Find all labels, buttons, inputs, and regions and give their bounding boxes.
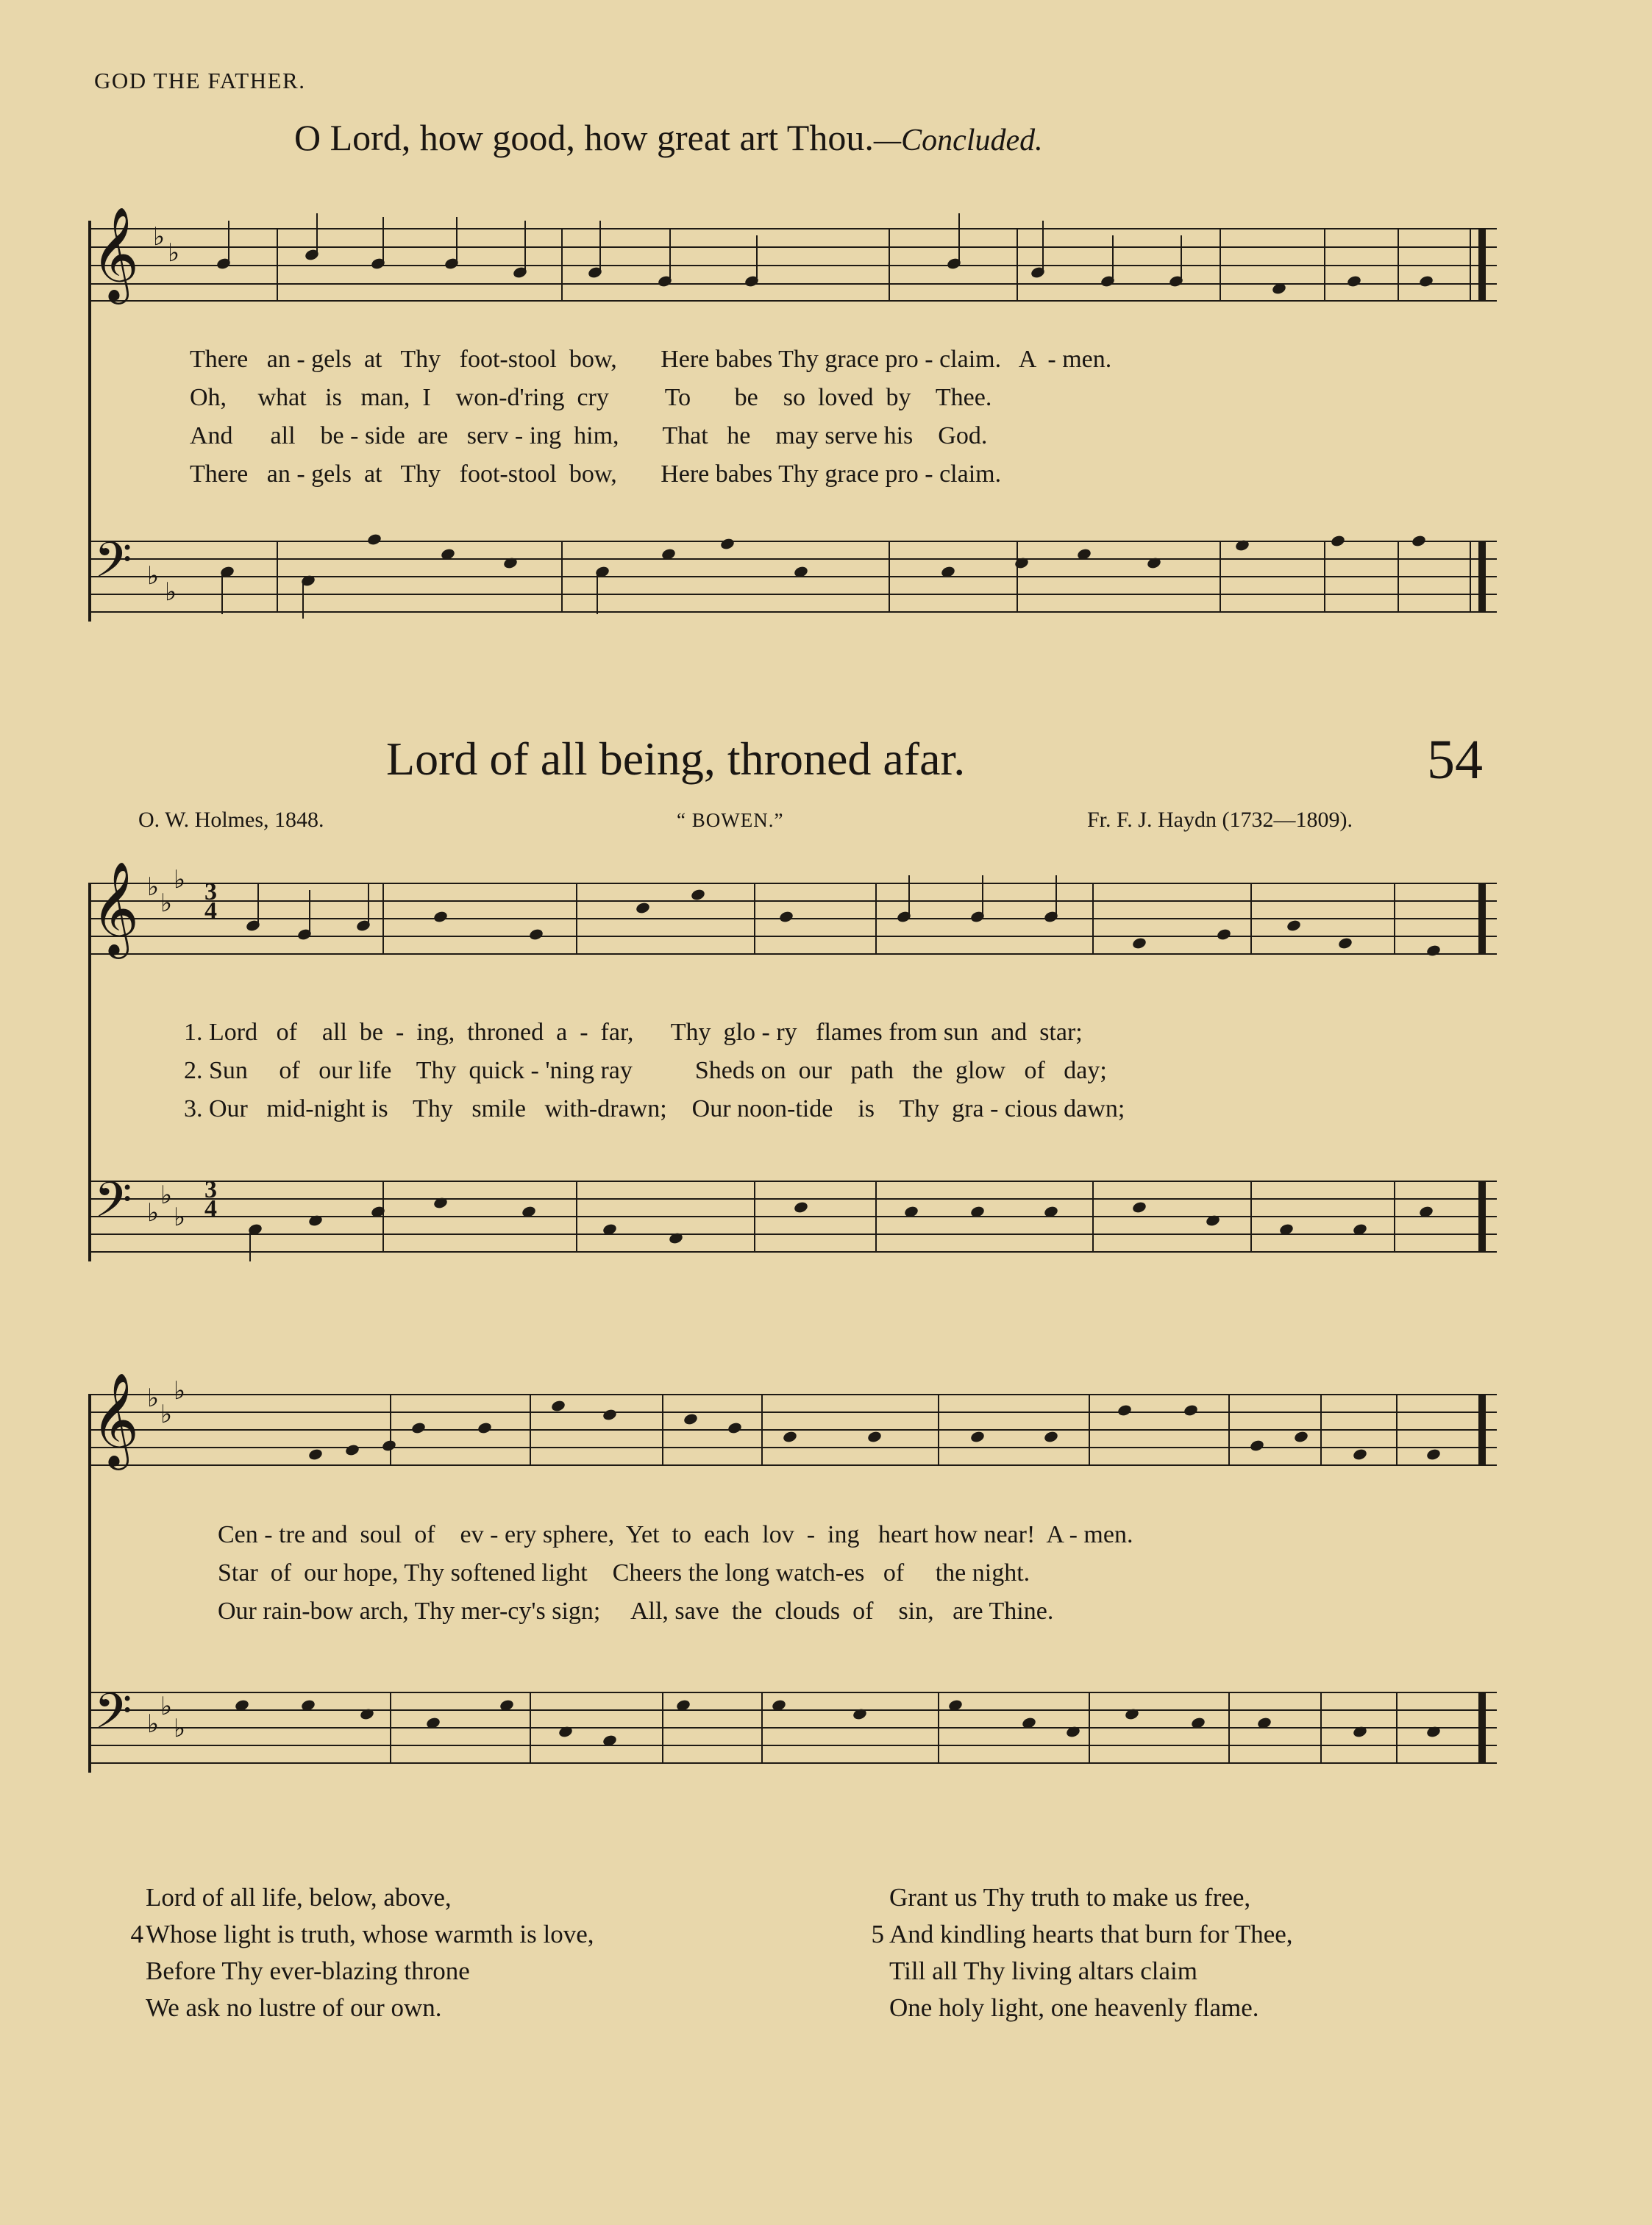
stanza-number: 5 <box>871 1920 884 1948</box>
system1-bracket <box>88 221 91 622</box>
flat-icon: ♭ <box>174 865 186 894</box>
treble-clef-icon: 𝄞 <box>91 1372 140 1466</box>
tune-name: “ BOWEN.” <box>677 809 784 831</box>
stanza-line: And kindling hearts that burn for Thee, <box>889 1920 1293 1948</box>
bass-clef-icon: 𝄢 <box>94 532 132 600</box>
continued-suffix: —Concluded. <box>873 124 1043 157</box>
flat-icon: ♭ <box>160 1692 173 1721</box>
system1-verse-1: There an - gels at Thy foot-stool bow, Here babes Thy grace pro - claim. A - men. <box>190 346 1112 373</box>
composer-credit: Fr. F. J. Haydn (1732—1809). <box>1087 808 1353 832</box>
time-signature <box>204 878 217 925</box>
flat-icon: ♭ <box>147 872 160 902</box>
hymn-title: Lord of all being, throned afar. <box>386 733 966 785</box>
bass-clef-icon: 𝄢 <box>94 1683 132 1751</box>
system1-verse-4: There an - gels at Thy foot-stool bow, Here babes Thy grace pro - claim. <box>190 460 1002 488</box>
flat-icon: ♭ <box>174 1203 186 1232</box>
time-signature-bottom: 4 <box>204 897 217 925</box>
system3-verse-1: Cen - tre and soul of ev - ery sphere, Yet to each lov - ing heart how near! A - men. <box>218 1521 1133 1548</box>
stanza-line: One holy light, one heavenly flame. <box>889 1993 1259 2022</box>
hymn-number: 54 <box>1427 729 1483 791</box>
flat-icon: ♭ <box>153 222 165 252</box>
time-signature-bass <box>204 1176 217 1222</box>
system3-bass-staff <box>88 1683 1497 1773</box>
treble-clef-icon: 𝄞 <box>91 206 140 300</box>
bass-clef-icon: 𝄢 <box>94 1172 132 1240</box>
time-signature-bottom: 4 <box>204 1195 217 1222</box>
time-signature-top: 3 <box>204 878 217 905</box>
system3-verse-3: Our rain-bow arch, Thy mer-cy's sign; All, save the clouds of sin, are Thine. <box>218 1598 1054 1625</box>
flat-icon: ♭ <box>147 1709 160 1739</box>
stanza-line: Lord of all life, below, above, <box>146 1883 452 1912</box>
treble-clef-icon: 𝄞 <box>91 861 140 955</box>
system3-bracket <box>88 1394 91 1773</box>
system2-bass-staff <box>88 1172 1497 1261</box>
system2-verse-3: 3. Our mid-night is Thy smile with-drawn; Our noon-tide is Thy gra - cious dawn; <box>184 1095 1125 1122</box>
flat-icon: ♭ <box>147 561 160 591</box>
flat-icon: ♭ <box>160 1181 173 1210</box>
stanza-line: Before Thy ever-blazing throne <box>146 1957 470 1985</box>
stanza-4 <box>118 1879 594 2100</box>
flat-icon: ♭ <box>160 889 173 918</box>
system1-verse-2: Oh, what is man, I won-d'ring cry To be so loved by Thee. <box>190 384 992 411</box>
system1-treble-staff <box>88 206 1497 302</box>
system3-treble-staff <box>88 1372 1497 1475</box>
system2-verse-1: 1. Lord of all be - ing, throned a - far, Thy glo - ry flames from sun and star; <box>184 1019 1083 1046</box>
section-label: GOD THE FATHER. <box>94 68 306 93</box>
time-signature-top: 3 <box>204 1176 217 1203</box>
stanza-line: We ask no lustre of our own. <box>146 1993 442 2022</box>
flat-icon: ♭ <box>165 577 177 607</box>
flat-icon: ♭ <box>168 238 180 268</box>
flat-icon: ♭ <box>160 1400 173 1429</box>
stanza-number: 4 <box>130 1920 143 1948</box>
flat-icon: ♭ <box>147 1198 160 1228</box>
flat-icon: ♭ <box>174 1714 186 1743</box>
continued-hymn-title <box>294 116 1043 159</box>
system2-verse-2: 2. Sun of our life Thy quick - 'ning ray Sheds on our path the glow of day; <box>184 1057 1107 1084</box>
system2-treble-staff <box>88 861 1497 964</box>
system2-bracket <box>88 883 91 1261</box>
system3-verse-2: Star of our hope, Thy softened light Cheers the long watch-es of the night. <box>218 1559 1030 1587</box>
stanza-5 <box>858 1879 1293 2100</box>
continued-title-text: O Lord, how good, how great art Thou. <box>294 117 874 158</box>
system1-bass-staff <box>88 532 1497 622</box>
flat-icon: ♭ <box>147 1384 160 1413</box>
stanza-line: Till all Thy living altars claim <box>889 1957 1198 1985</box>
stanza-line: Whose light is truth, whose warmth is love, <box>146 1920 594 1948</box>
system1-verse-3: And all be - side are serv - ing him, That he may serve his God. <box>190 422 988 449</box>
flat-icon: ♭ <box>174 1376 186 1406</box>
stanza-line: Grant us Thy truth to make us free, <box>889 1883 1251 1912</box>
author-credit: O. W. Holmes, 1848. <box>138 808 324 832</box>
